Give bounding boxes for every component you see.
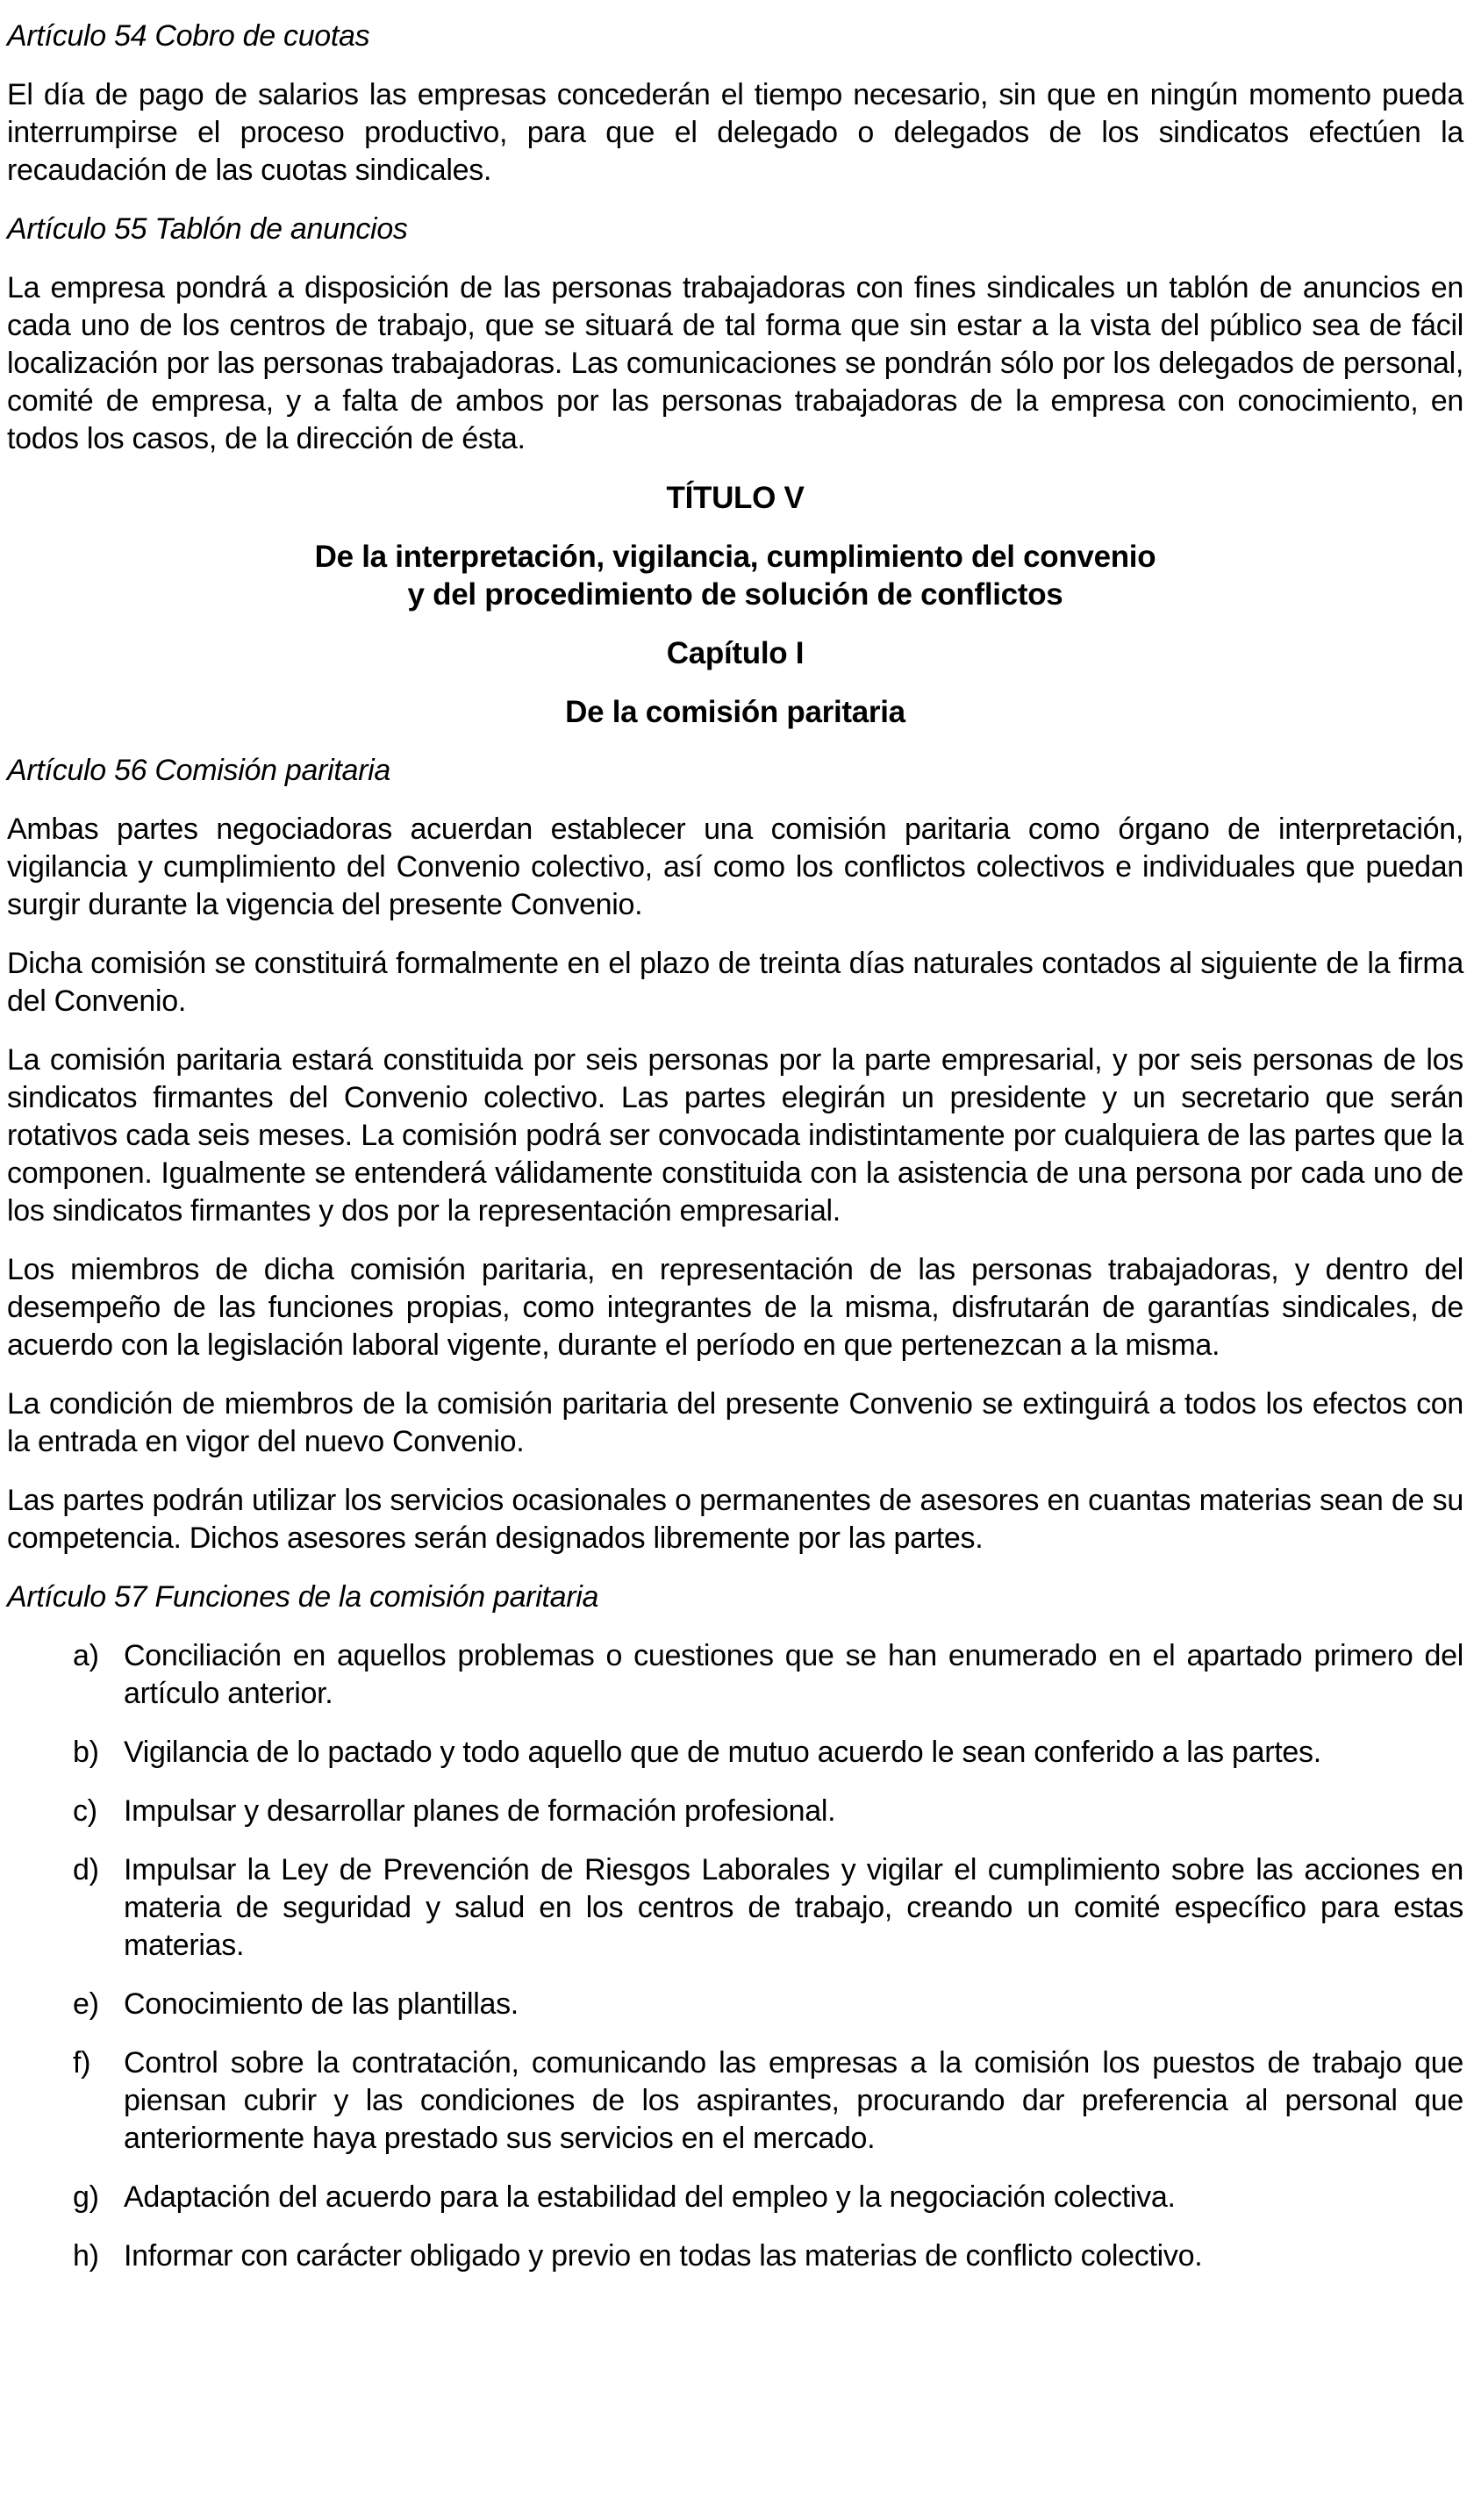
list-item	[7, 1637, 1463, 1713]
list-item	[7, 2237, 1463, 2275]
paragraph: Dicha comisión se constituirá formalmente en el plazo de treinta días naturales contados al siguiente de la firma del Convenio.	[7, 947, 1463, 1018]
list-item-text: Conocimiento de las plantillas.	[124, 1987, 519, 2021]
article-heading: Artículo 55 Tablón de anuncios	[7, 212, 408, 246]
list-item	[7, 2044, 1463, 2158]
list-item-marker: d)	[73, 1853, 99, 1886]
paragraph: Los miembros de dicha comisión paritaria, en representación de las personas trabajadoras, y dentro del desempeño de las funciones propias, como integrantes de la misma, disfrutarán de garantías sindicales, de acuerdo con la legislación laboral vigente, durante el período en que pertenezcan a la misma.	[7, 1253, 1463, 1362]
list-item-marker: a)	[73, 1639, 99, 1672]
paragraph: Ambas partes negociadoras acuerdan establecer una comisión paritaria como órgano de interpretación, vigilancia y cumplimiento del Convenio colectivo, así como los conflictos colectivos e individuales que puedan surgir durante la vigencia del presente Convenio.	[7, 813, 1463, 921]
article-heading: Artículo 56 Comisión paritaria	[7, 754, 390, 787]
list-item-marker: c)	[73, 1794, 97, 1828]
list-item-text: Impulsar la Ley de Prevención de Riesgos Laborales y vigilar el cumplimiento sobre las acciones en materia de seguridad y salud en los centros de trabajo, creando un comité específico para estas materias.	[124, 1853, 1463, 1962]
article-heading: Artículo 54 Cobro de cuotas	[7, 19, 370, 53]
list-item-text: Adaptación del acuerdo para la estabilidad del empleo y la negociación colectiva.	[124, 2180, 1176, 2214]
chapter-heading: Capítulo I	[666, 636, 805, 670]
list-item-marker: b)	[73, 1736, 99, 1769]
title-subheading	[7, 538, 1463, 613]
list-item	[7, 1734, 1463, 1772]
article-heading: Artículo 57 Funciones de la comisión paritaria	[7, 1580, 599, 1614]
title-subheading-line: y del procedimiento de solución de conflictos	[407, 577, 1063, 612]
list-item	[7, 1986, 1463, 2023]
list-item-marker: f)	[73, 2046, 91, 2080]
list-item-text: Control sobre la contratación, comunicando las empresas a la comisión los puestos de trabajo que piensan cubrir y las condiciones de los aspirantes, procurando dar preferencia al personal que anteriormente haya prestado sus servicios en el mercado.	[124, 2046, 1463, 2155]
chapter-subheading: De la comisión paritaria	[565, 695, 905, 729]
list-item-marker: g)	[73, 2180, 99, 2214]
title-heading: TÍTULO V	[666, 481, 805, 515]
paragraph: La empresa pondrá a disposición de las personas trabajadoras con fines sindicales un tablón de anuncios en cada uno de los centros de trabajo, que se situará de tal forma que sin estar a la vista del público sea de fácil localización por las personas trabajadoras. Las comunicaciones se pondrán sólo por los delegados de personal, comité de empresa, y a falta de ambos por las personas trabajadoras de la empresa con conocimiento, en todos los casos, de la dirección de ésta.	[7, 271, 1463, 455]
list-item	[7, 1851, 1463, 1965]
paragraph: La condición de miembros de la comisión paritaria del presente Convenio se extinguirá a todos los efectos con la entrada en vigor del nuevo Convenio.	[7, 1387, 1463, 1458]
paragraph: La comisión paritaria estará constituida por seis personas por la parte empresarial, y por seis personas de los sindicatos firmantes del Convenio colectivo. Las partes elegirán un presidente y un secretario que serán rotativos cada seis meses. La comisión podrá ser convocada indistintamente por cualquiera de las partes que la componen. Igualmente se entenderá válidamente constituida con la asistencia de una persona por cada uno de los sindicatos firmantes y dos por la representación empresarial.	[7, 1043, 1463, 1228]
list-item-text: Informar con carácter obligado y previo en todas las materias de conflicto colectivo.	[124, 2239, 1203, 2273]
list-item-text: Vigilancia de lo pactado y todo aquello que de mutuo acuerdo le sean conferido a las partes.	[124, 1736, 1321, 1769]
list-item-marker: h)	[73, 2239, 99, 2273]
list-item	[7, 2179, 1463, 2216]
list-item	[7, 1793, 1463, 1830]
title-subheading-line: De la interpretación, vigilancia, cumplimiento del convenio	[314, 540, 1156, 574]
list-item-marker: e)	[73, 1987, 99, 2021]
list-item-text: Impulsar y desarrollar planes de formación profesional.	[124, 1794, 836, 1828]
paragraph: El día de pago de salarios las empresas concederán el tiempo necesario, sin que en ningún momento pueda interrumpirse el proceso productivo, para que el delegado o delegados de los sindicatos efectúen la recaudación de las cuotas sindicales.	[7, 78, 1463, 187]
paragraph: Las partes podrán utilizar los servicios ocasionales o permanentes de asesores en cuantas materias sean de su competencia. Dichos asesores serán designados libremente por las partes.	[7, 1484, 1463, 1555]
list-item-text: Conciliación en aquellos problemas o cuestiones que se han enumerado en el apartado primero del artículo anterior.	[124, 1639, 1463, 1710]
